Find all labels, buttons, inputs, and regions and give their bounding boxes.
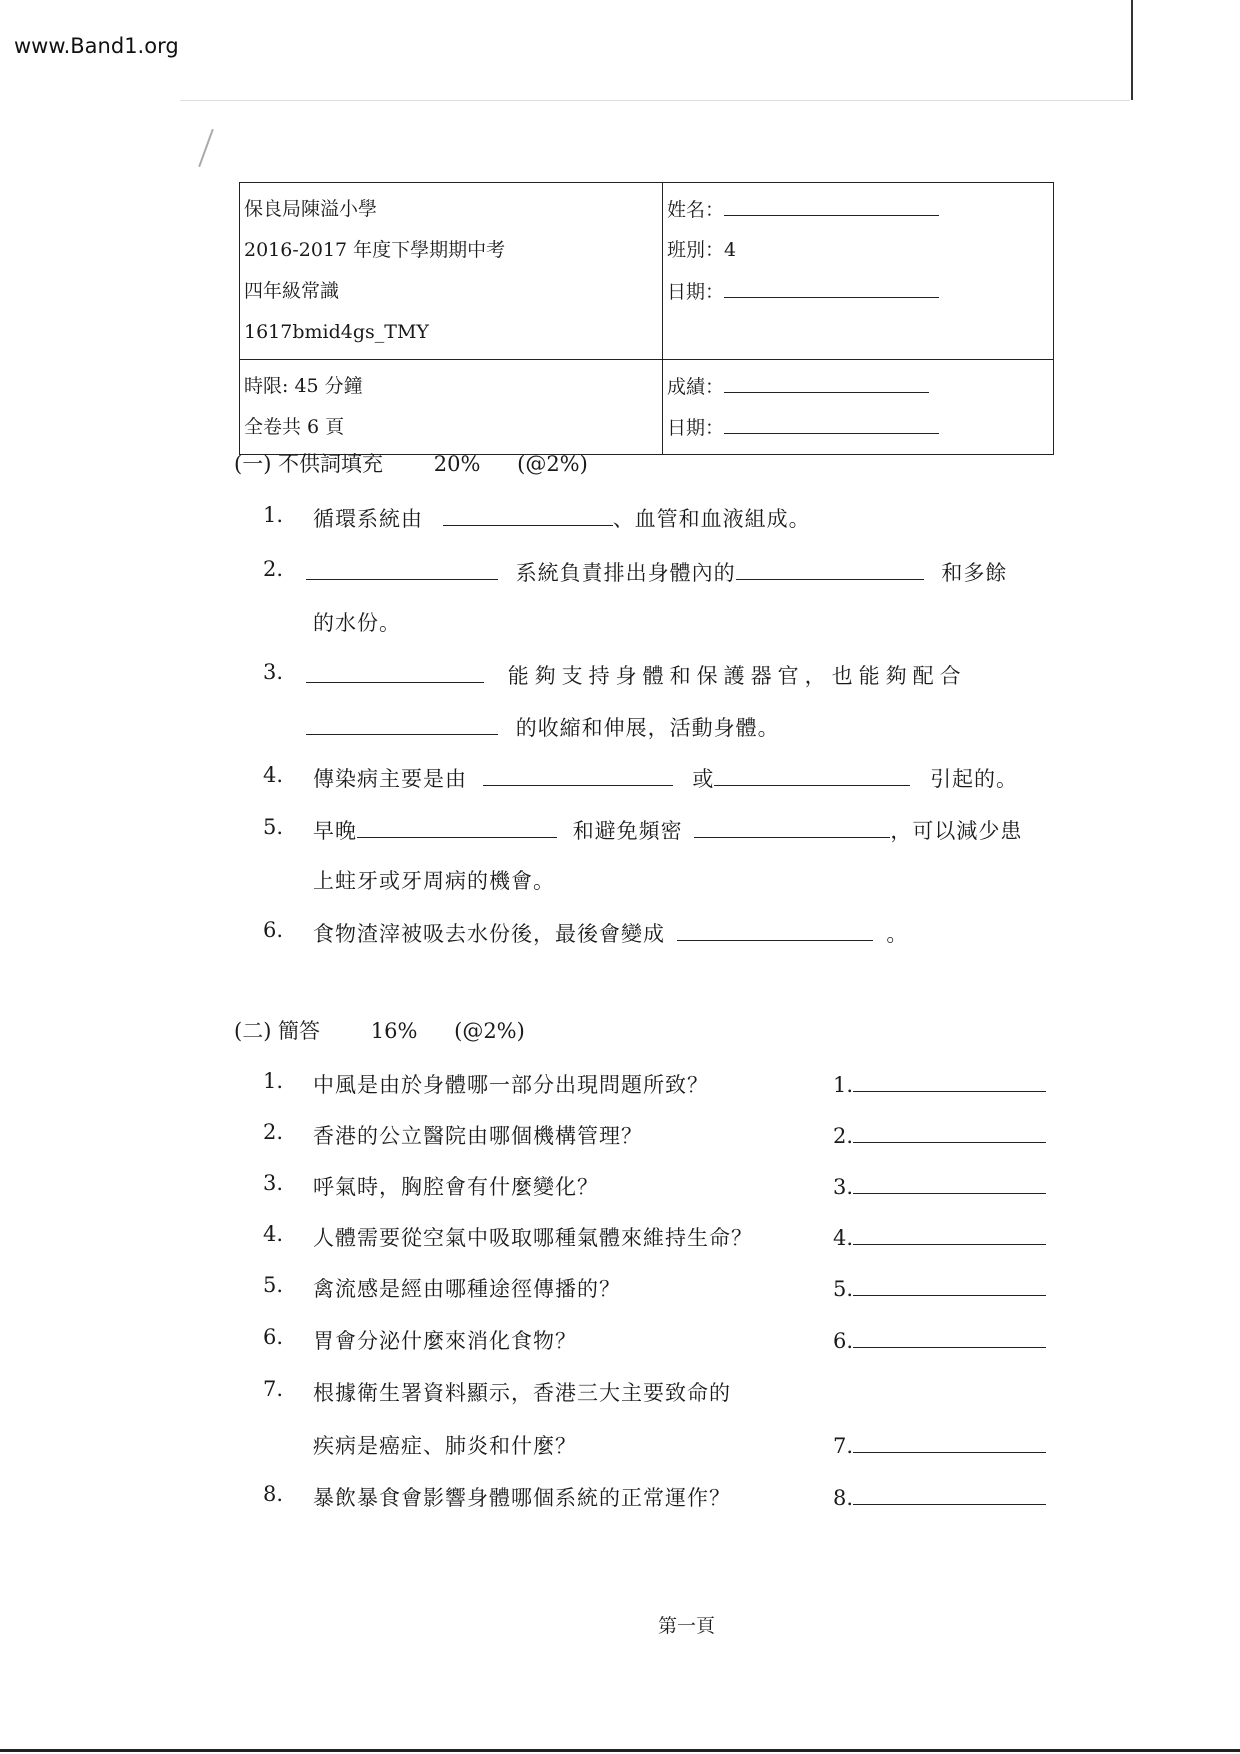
q3-number: 3. [263,660,284,684]
q5-text-d: 上蛀牙或牙周病的機會。 [313,869,555,893]
sa-q4-answer[interactable]: 4. [833,1222,1046,1250]
q2-text [306,557,1007,587]
sa-q3-number: 3. [263,1171,284,1195]
scan-bottom-rule [0,1749,1240,1752]
date-label: 日期： [667,281,725,303]
score-label: 成績： [667,376,725,398]
exam-info-cell [240,360,663,455]
sa-q3-answer[interactable]: 3. [833,1171,1046,1199]
q5-blank-2[interactable] [694,815,890,838]
sa-q5-text: 禽流感是經由哪種途徑傳播的？ [313,1277,621,1301]
q3-blank-2[interactable] [306,712,498,735]
q3-line2 [306,712,780,742]
sa-q4-number: 4. [263,1222,284,1246]
sa-q6-text: 胃會分泌什麼來消化食物？ [313,1329,577,1353]
date-field-2[interactable] [724,407,939,434]
sa-q2-answer[interactable]: 2. [833,1120,1046,1148]
q4-blank-2[interactable] [714,763,910,786]
school-info-cell [240,183,663,360]
section1-header [234,448,588,478]
section1-title: (一) 不供詞填充 [234,452,384,476]
q2-blank-1[interactable] [306,557,498,580]
q5-text-c: ，可以減少患 [890,819,1023,843]
sa-q8-answer[interactable]: 8. [833,1482,1046,1510]
q6-text-a: 食物渣滓被吸去水份後，最後會變成 [313,922,665,946]
sa-q7-answer[interactable]: 7. [833,1430,1046,1458]
sa-q1-text: 中風是由於身體哪一部分出現問題所致？ [313,1073,709,1097]
q2-text-b: 和多餘 [941,561,1008,585]
q5-text [313,815,1022,845]
scan-top-rule [180,100,1130,101]
sa-q7-text: 根據衛生署資料顯示，香港三大主要致命的 [313,1381,731,1405]
date-field[interactable] [724,271,939,298]
school-name: 保良局陳溢小學 [244,198,378,220]
name-label: 姓名： [667,199,725,221]
q6-text [313,918,908,948]
sa-q2-text: 香港的公立醫院由哪個機構管理？ [313,1124,643,1148]
q1-text [313,503,811,533]
q6-blank[interactable] [677,918,873,941]
class-label: 班別：4 [667,239,737,261]
sa-q6-number: 6. [263,1325,284,1349]
q4-blank-1[interactable] [483,763,673,786]
name-field[interactable] [724,189,939,216]
sa-q1-answer[interactable]: 1. [833,1069,1046,1097]
date-label-2: 日期： [667,417,725,439]
total-pages: 全卷共 6 頁 [244,416,345,438]
q6-number: 6. [263,918,284,942]
q5-text-b: 和避免頻密 [572,819,683,843]
time-limit: 時限: 45 分鐘 [244,375,363,397]
sa-q1-number: 1. [263,1069,284,1093]
subject: 四年級常識 [244,280,340,302]
sa-q8-number: 8. [263,1482,284,1506]
q5-number: 5. [263,815,284,839]
q4-text [313,763,1018,793]
scan-edge-rule [1131,0,1133,100]
paper-code: 1617bmid4gs_TMY [244,321,429,343]
q3-blank-1[interactable] [306,660,484,683]
section2-each: (@2%) [454,1019,525,1043]
student-info-cell [663,183,1054,360]
score-field[interactable] [724,366,929,393]
q4-number: 4. [263,763,284,787]
site-url: www.Band1.org [14,34,179,58]
exam-year: 2016-2017 年度下學期期中考 [244,239,506,261]
q5-text-a: 早晚 [313,819,357,843]
q1-text-b: 、血管和血液組成。 [612,507,811,531]
q4-text-a: 傳染病主要是由 [313,767,467,791]
sa-q3-text: 呼氣時，胸腔會有什麼變化？ [313,1175,599,1199]
q1-blank[interactable] [443,503,613,526]
q2-blank-2[interactable] [736,557,924,580]
q5-blank-1[interactable] [357,815,557,838]
score-info-cell [663,360,1054,455]
section1-marks: 20% [433,452,481,476]
q6-text-b: 。 [886,922,909,946]
q3-text [306,660,967,690]
sa-q6-answer[interactable]: 6. [833,1325,1046,1353]
section2-header [234,1015,525,1045]
q1-number: 1. [263,503,284,527]
sa-q4-text: 人體需要從空氣中吸取哪種氣體來維持生命？ [313,1226,753,1250]
sa-q5-answer[interactable]: 5. [833,1273,1046,1301]
q3-text-b: 的收縮和伸展，活動身體。 [515,716,780,740]
section2-title: (二) 簡答 [234,1019,321,1043]
section1-each: (@2%) [517,452,588,476]
section2-marks: 16% [370,1019,418,1043]
pen-mark [198,129,214,167]
page-number: 第一頁 [658,1615,716,1637]
q2-number: 2. [263,557,284,581]
sa-q7-text-2: 疾病是癌症、肺炎和什麼？ [313,1434,577,1458]
q1-text-a: 循環系統由 [313,507,423,531]
q4-text-c: 引起的。 [930,767,1019,791]
sa-q8-text: 暴飲暴食會影響身體哪個系統的正常運作？ [313,1486,731,1510]
sa-q2-number: 2. [263,1120,284,1144]
q4-text-b: 或 [692,767,715,791]
sa-q7-number: 7. [263,1377,284,1401]
q2-text-a: 系統負責排出身體內的 [515,561,736,585]
exam-header-table [239,182,1054,455]
sa-q5-number: 5. [263,1273,284,1297]
q2-text-c: 的水份。 [313,611,401,635]
q3-text-a: 能夠支持身體和保護器官，也能夠配合 [507,664,967,688]
